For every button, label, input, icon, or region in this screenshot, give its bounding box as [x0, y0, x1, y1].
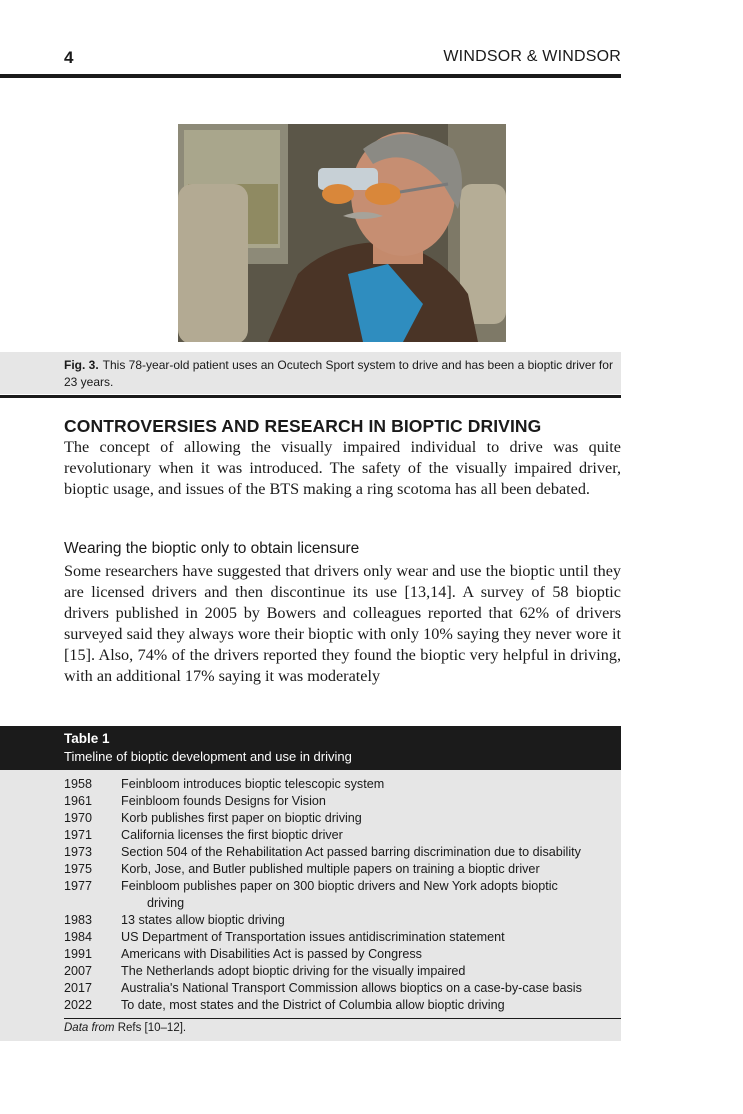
body-paragraph-2: Some researchers have suggested that drivers only wear and use the bioptic until they are licensed drivers and then discontinue its use [13,14]. A survey of 58 bioptic drivers published in 2005 by Bowers and colleagues reported that 62% of drivers surveyed said they always wore their bioptic with only 10% saying they never wore it [15]. Also, 74% of the drivers reported they found the bioptic very helpful in driving, with an additional 17% saying it was moderately: [64, 562, 621, 685]
table-row: [64, 946, 621, 963]
row-year: 1973: [64, 845, 93, 859]
body-paragraph-1: The concept of allowing the visually impaired individual to drive was quite revolutionary when it was introduced. The safety of the visually impaired driver, bioptic usage, and issues of the BTS making a ring scotoma has all been debated.: [64, 438, 621, 498]
row-event: California licenses the first bioptic driver: [121, 828, 343, 842]
figure-caption-text: This 78-year-old patient uses an Ocutech Sport system to drive and has been a bioptic driver for 23 years.: [64, 358, 613, 389]
header-rule: [0, 74, 621, 78]
table-source-italic: Data from: [64, 1022, 115, 1034]
row-year: 1984: [64, 930, 93, 944]
table-row: [64, 827, 621, 844]
table-row: [64, 793, 621, 810]
row-event: Section 504 of the Rehabilitation Act passed barring discrimination due to disability: [121, 845, 581, 859]
table-row: [64, 997, 621, 1014]
row-year: 1975: [64, 862, 93, 876]
figure-photo: [178, 124, 506, 342]
row-year: 1977: [64, 879, 93, 893]
figure-label: Fig. 3.: [64, 358, 99, 372]
table-source: [64, 1022, 186, 1034]
table-row: [64, 810, 621, 827]
row-event: [121, 878, 621, 912]
row-year: 1971: [64, 828, 93, 842]
page-number: 4: [64, 48, 74, 67]
table-row: [64, 980, 621, 997]
row-year: 2022: [64, 998, 93, 1012]
row-event: Australia's National Transport Commission allows bioptics on a case-by-case basis: [121, 981, 582, 995]
timeline-table: [0, 726, 621, 1041]
row-event: Korb publishes first paper on bioptic driving: [121, 811, 362, 825]
row-year: 1970: [64, 811, 93, 825]
table-row: [64, 861, 621, 878]
subsection-heading: Wearing the bioptic only to obtain licensure: [64, 540, 360, 557]
row-year: 1983: [64, 913, 93, 927]
row-event: Korb, Jose, and Butler published multiple papers on training a bioptic driver: [121, 862, 540, 876]
row-year: 1991: [64, 947, 93, 961]
table-row: [64, 844, 621, 861]
section-heading: CONTROVERSIES AND RESEARCH IN BIOPTIC DRIVING: [64, 416, 542, 436]
table-footer-rule: [64, 1018, 621, 1019]
row-event: 13 states allow bioptic driving: [121, 913, 285, 927]
row-event: To date, most states and the District of Columbia allow bioptic driving: [121, 998, 505, 1012]
row-year: 2007: [64, 964, 93, 978]
table-row: [64, 929, 621, 946]
table-row: [64, 963, 621, 980]
row-event: Feinbloom founds Designs for Vision: [121, 794, 326, 808]
row-event: Americans with Disabilities Act is passed by Congress: [121, 947, 422, 961]
table-row: [64, 776, 621, 793]
row-year: 2017: [64, 981, 93, 995]
figure-caption: [0, 352, 621, 394]
table-source-refs: Refs [10–12].: [114, 1022, 187, 1034]
table-header: [0, 726, 621, 770]
row-event: The Netherlands adopt bioptic driving for the visually impaired: [121, 964, 466, 978]
table-row: [64, 912, 621, 929]
row-year: 1961: [64, 794, 93, 808]
table-body: [64, 776, 621, 1014]
table-row: [64, 878, 621, 912]
running-title: WINDSOR & WINDSOR: [443, 48, 621, 65]
row-event: Feinbloom introduces bioptic telescopic system: [121, 777, 385, 791]
running-head: [64, 46, 621, 70]
table-title: Table 1: [64, 731, 110, 746]
caption-rule: [0, 395, 621, 398]
row-event-line1: Feinbloom publishes paper on 300 bioptic drivers and New York adopts bioptic: [121, 879, 558, 893]
table-subtitle: Timeline of bioptic development and use in driving: [64, 749, 352, 764]
row-year: 1958: [64, 777, 93, 791]
row-event: US Department of Transportation issues antidiscrimination statement: [121, 930, 505, 944]
row-event-line2: driving: [147, 896, 185, 910]
